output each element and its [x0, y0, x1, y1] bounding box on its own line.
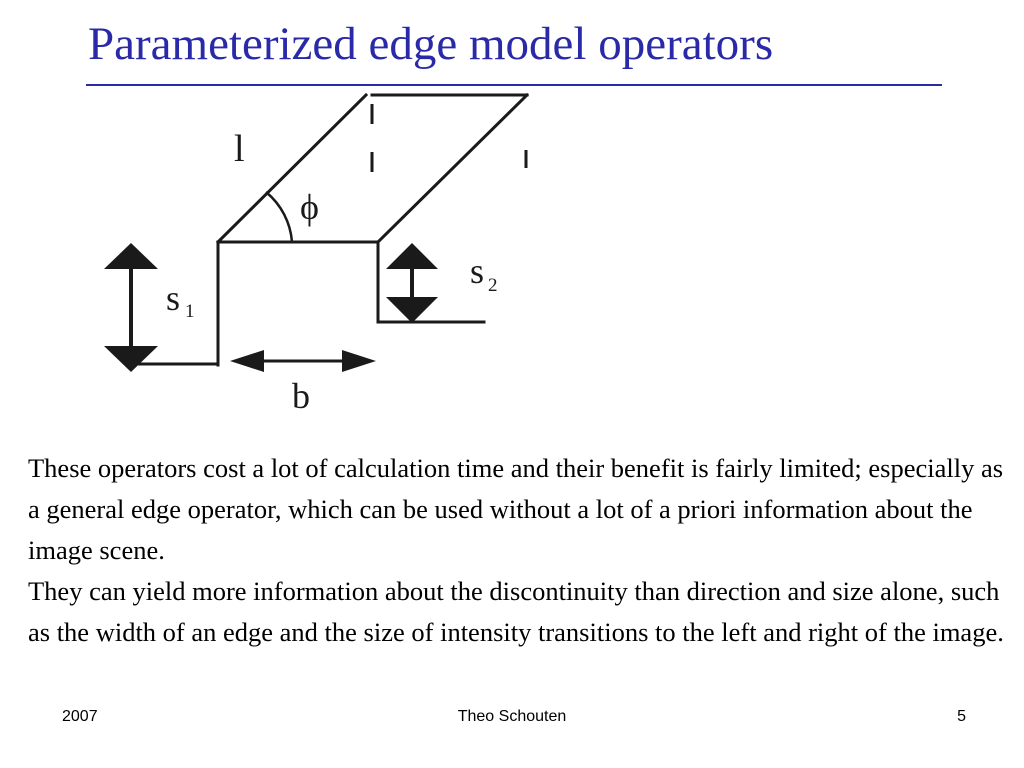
label-s1: s: [166, 278, 181, 318]
s2-arrow: [386, 243, 438, 323]
label-width: b: [292, 376, 310, 416]
angle-arc: [266, 192, 292, 242]
footer-year: 2007: [62, 708, 98, 725]
footer-page-number: 5: [957, 708, 966, 725]
slide-title: Parameterized edge model operators: [88, 18, 774, 70]
s1-arrow: [104, 243, 158, 372]
label-length: l: [234, 128, 245, 170]
back-right-slant: [378, 95, 527, 242]
b-arrow: [230, 350, 376, 372]
label-s2-subscript: 2: [488, 275, 498, 296]
hidden-edges: [372, 104, 526, 172]
slide-body: [28, 448, 1008, 653]
label-angle: ϕ: [300, 187, 319, 227]
body-paragraph-2: They can yield more information about the discontinuity than direction and size alone, such as the width of an edge and the size of intensity transitions to the left and right of the image.: [28, 576, 1004, 647]
footer-author: Theo Schouten: [457, 708, 567, 725]
label-s1-subscript: 1: [185, 301, 195, 322]
label-s2: s: [470, 251, 485, 291]
edge-profile: [128, 95, 527, 365]
body-paragraph-1: These operators cost a lot of calculation time and their benefit is fairly limited; especially as a general edge operator, which can be used without a lot of a priori information about the image scene.: [28, 453, 1004, 565]
